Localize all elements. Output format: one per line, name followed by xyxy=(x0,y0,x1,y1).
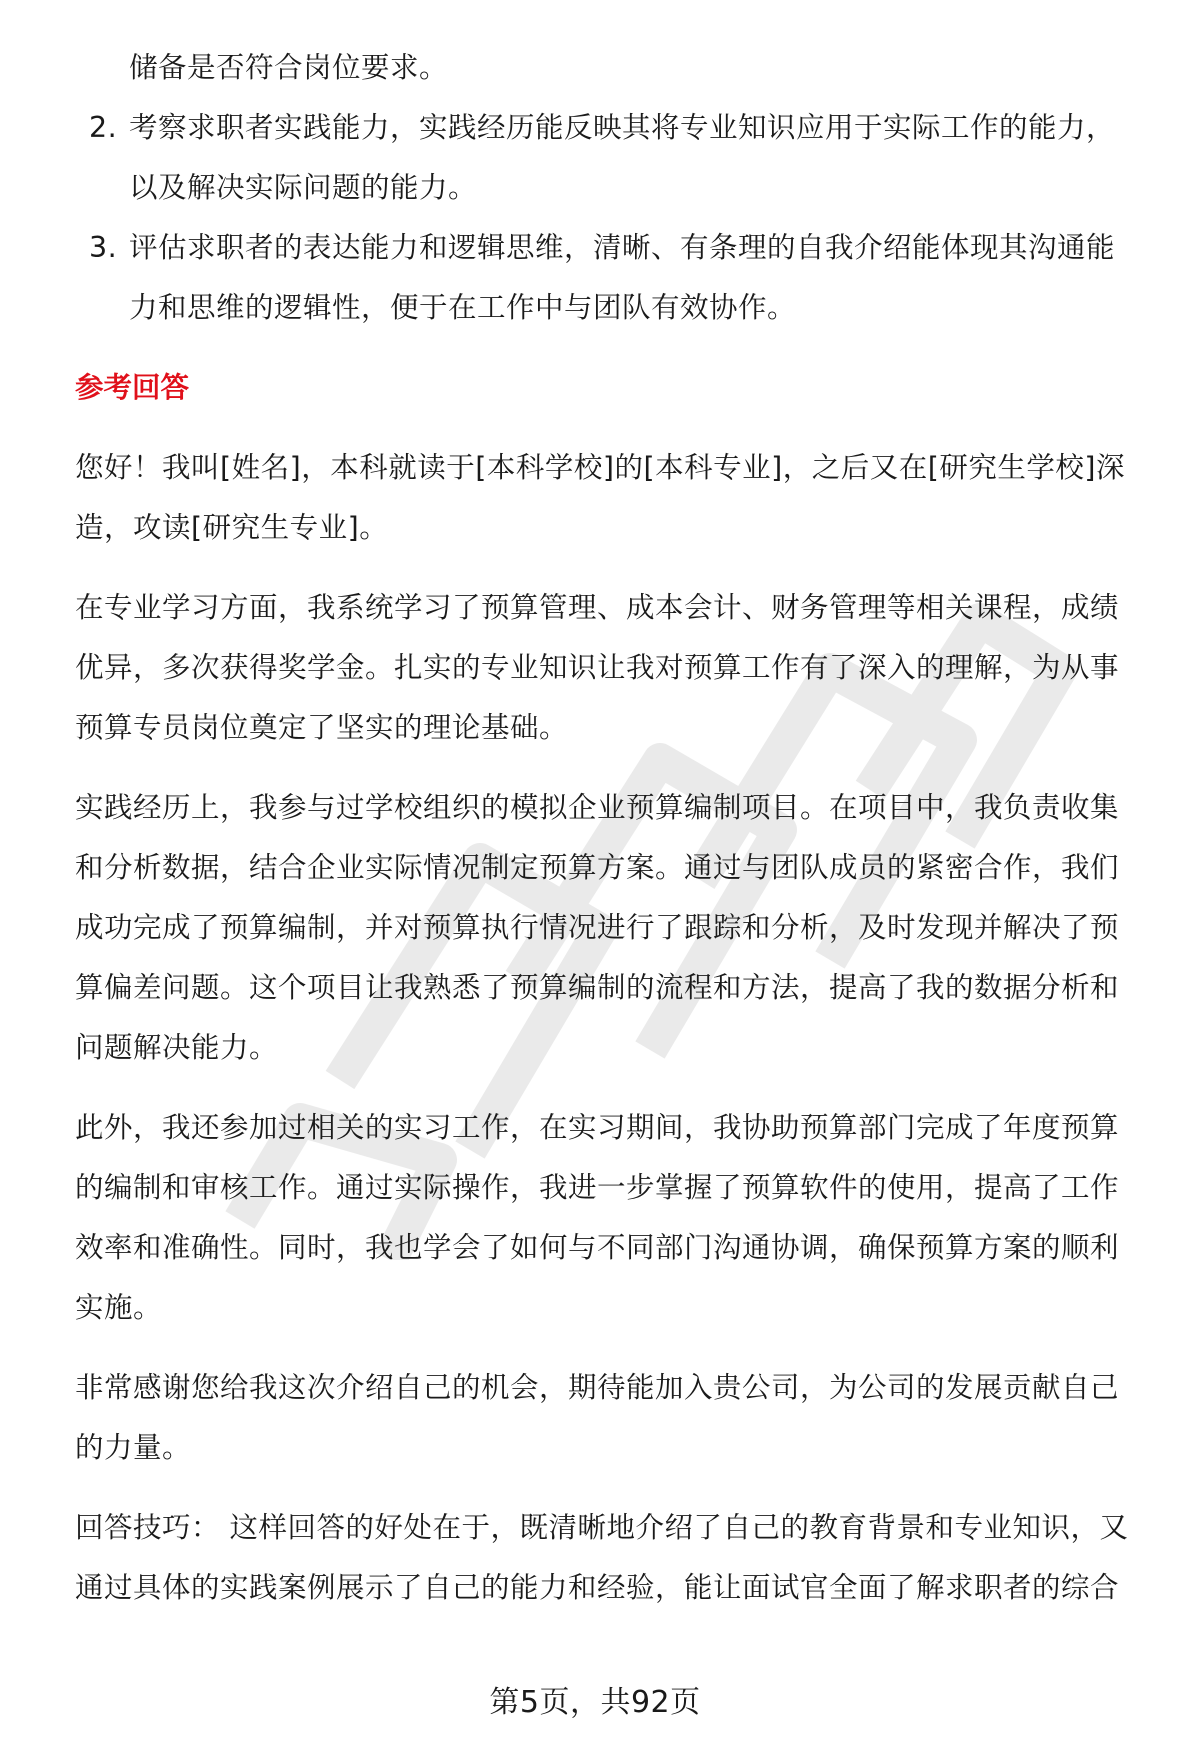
paragraph-line: 的力量。 xyxy=(75,1431,192,1464)
list-item-line: 评估求职者的表达能力和逻辑思维，清晰、有条理的自我介绍能体现其沟通能 xyxy=(129,231,1116,264)
list-item-line: 以及解决实际问题的能力。 xyxy=(129,171,478,204)
list-item-line: 考察求职者实践能力，实践经历能反映其将专业知识应用于实际工作的能力， xyxy=(129,111,1116,144)
paragraph-line: 的编制和审核工作。通过实际操作，我进一步掌握了预算软件的使用，提高了工作 xyxy=(75,1171,1120,1204)
paragraph-line: 实践经历上，我参与过学校组织的模拟企业预算编制项目。在项目中，我负责收集 xyxy=(75,791,1120,824)
list-item-number: 3. xyxy=(89,231,118,264)
paragraph xyxy=(75,438,1155,558)
paragraph-line: 在专业学习方面，我系统学习了预算管理、成本会计、财务管理等相关课程，成绩 xyxy=(75,591,1120,624)
list-item-number: 2. xyxy=(89,111,118,144)
list-item-continuation: 储备是否符合岗位要求。 xyxy=(129,51,449,84)
paragraph-line: 和分析数据，结合企业实际情况制定预算方案。通过与团队成员的紧密合作，我们 xyxy=(75,851,1120,884)
paragraph xyxy=(75,778,1155,1078)
paragraph-line: 您好！我叫[姓名]，本科就读于[本科学校]的[本科专业]，之后又在[研究生学校]深 xyxy=(75,451,1125,484)
page-number-footer: 第5页，共92页 xyxy=(489,1685,701,1720)
reasons-list xyxy=(75,98,1155,338)
list-item-line: 力和思维的逻辑性，便于在工作中与团队有效协作。 xyxy=(129,291,797,324)
paragraph xyxy=(75,578,1155,758)
paragraph-line: 优异，多次获得奖学金。扎实的专业知识让我对预算工作有了深入的理解，为从事 xyxy=(75,651,1120,684)
paragraph-line: 预算专员岗位奠定了坚实的理论基础。 xyxy=(75,711,569,744)
paragraph-line: 成功完成了预算编制，并对预算执行情况进行了跟踪和分析，及时发现并解决了预 xyxy=(75,911,1120,944)
list-item xyxy=(75,98,1155,218)
paragraph xyxy=(75,1358,1155,1478)
answer-section-title: 参考回答 xyxy=(75,371,190,404)
document-content xyxy=(75,38,1155,1618)
paragraph xyxy=(75,1098,1155,1338)
paragraph-line: 此外，我还参加过相关的实习工作，在实习期间，我协助预算部门完成了年度预算 xyxy=(75,1111,1120,1144)
paragraph-line: 回答技巧： 这样回答的好处在于，既清晰地介绍了自己的教育背景和专业知识，又 xyxy=(75,1511,1129,1544)
paragraph-line: 效率和准确性。同时，我也学会了如何与不同部门沟通协调，确保预算方案的顺利 xyxy=(75,1231,1120,1264)
paragraph-line: 通过具体的实践案例展示了自己的能力和经验，能让面试官全面了解求职者的综合 xyxy=(75,1571,1120,1604)
paragraph-line: 算偏差问题。这个项目让我熟悉了预算编制的流程和方法，提高了我的数据分析和 xyxy=(75,971,1120,1004)
paragraph-line: 实施。 xyxy=(75,1291,163,1324)
list-item xyxy=(75,218,1155,338)
answer-tips-paragraph xyxy=(75,1498,1155,1618)
paragraph-line: 造，攻读[研究生专业]。 xyxy=(75,511,389,544)
paragraph-line: 问题解决能力。 xyxy=(75,1031,279,1064)
paragraph-line: 非常感谢您给我这次介绍自己的机会，期待能加入贵公司，为公司的发展贡献自己 xyxy=(75,1371,1120,1404)
